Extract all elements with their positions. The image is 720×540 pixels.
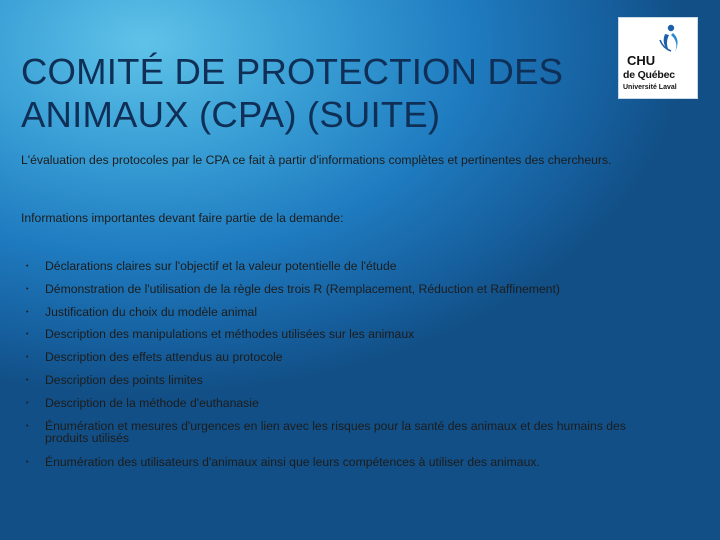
chu-de-quebec-logo — [618, 17, 698, 99]
list-item-text: Déclarations claires sur l'objectif et la valeur potentielle de l'étude — [45, 259, 397, 273]
logo-figure-icon — [619, 18, 699, 58]
bullet-icon: • — [26, 263, 29, 270]
bullet-icon: • — [26, 459, 29, 466]
list-item-text: Énumération des utilisateurs d'animaux ainsi que leurs compétences à utiliser des animaux. — [45, 455, 540, 469]
list-item-text: Description de la méthode d'euthanasie — [45, 396, 259, 410]
bullet-icon: • — [26, 400, 29, 407]
logo-line-de-quebec: de Québec — [623, 69, 675, 81]
list-item-text: Démonstration de l'utilisation de la règle des trois R (Remplacement, Réduction et Raffinement) — [45, 282, 560, 296]
bullet-icon: • — [26, 309, 29, 316]
bullet-icon: • — [26, 286, 29, 293]
slide-title: COMITÉ DE PROTECTION DES ANIMAUX (CPA) (SUITE) — [21, 51, 564, 135]
list-item-text: Description des effets attendus au protocole — [45, 350, 283, 364]
bullet-icon: • — [26, 423, 29, 430]
bullet-icon: • — [26, 331, 29, 338]
logo-line-chu: CHU — [627, 53, 656, 68]
list-item-text: Justification du choix du modèle animal — [45, 305, 258, 319]
bullet-icon: • — [26, 377, 29, 384]
intro-paragraph: L'évaluation des protocoles par le CPA ce fait à partir d'informations complètes et pertinentes des chercheurs. — [21, 153, 612, 167]
list-item-text: Description des points limites — [45, 373, 203, 387]
requirements-heading: Informations importantes devant faire partie de la demande: — [21, 211, 344, 225]
list-item-text: Énumération et mesures d'urgences en lien avec les risques pour la santé des animaux et des humains des produits utilisés — [45, 419, 626, 445]
bullet-icon: • — [26, 354, 29, 361]
list-item-text: Description des manipulations et méthodes utilisées sur les animaux — [45, 327, 415, 341]
logo-line-universite-laval: Université Laval — [623, 84, 677, 91]
